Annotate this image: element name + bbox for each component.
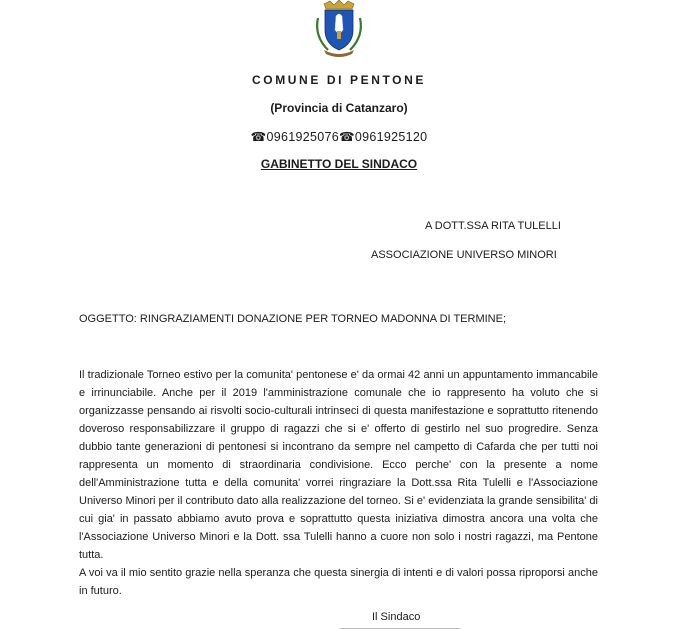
coat-of-arms-emblem [304,0,374,58]
phone-numbers: ☎0961925076☎0961925120 [250,130,428,144]
body-paragraph-1: Il tradizionale Torneo estivo per la comunita' pentonese e' da ormai 42 anni un appuntamento immancabile e irrinunciabile. Anche per il 2019 l'amministrazione comunale che io rappresento ha voluto che si organizzasse pensando ai risvolti socio-culturali intrinseci di questa manifestazione e soprattutto ritenendo doveroso responsabilizzare il gruppo di ragazzi che si e' offerto di gestirlo nel suo progredire. Senza dubbio tante generazioni di pentonesi si incontrano da sempre nel campetto di Cafarda che per tutti noi rappresenta un momento di straordinaria condivisione. Ecco perche' con la presente a nome dell'Amministrazione tutta e della comunita' vorrei ringraziare la Dott.ssa Rita Tulelli e l'Associazione Universo Minori per il contributo dato alla realizzazione del torneo. Si e' evidenziata la grande sensibilita' di cui gia' in passato abbiamo avuto prova e soprattutto questa iniziativa dimostra ancora una volta che l'Associazione Universo Minori e la Dott. ssa Tulelli hanno a cuore non solo i nostri ragazzi, ma Pentone tutta. [79,369,598,561]
recipient-association: ASSOCIAZIONE UNIVERSO MINORI [371,249,557,261]
body-paragraph-2: A voi va il mio sentito grazie nella speranza che questa sinergia di intenti e di valori possa riproporsi anche in futuro. [79,567,598,597]
letter-subject: OGGETTO: RINGRAZIAMENTI DONAZIONE PER TORNEO MADONNA DI TERMINE; [79,313,507,325]
recipient-name: A DOTT.SSA RITA TULELLI [425,220,561,232]
signature-label: Il Sindaco [372,611,421,623]
signature-line [340,628,460,629]
letter-body [79,366,598,600]
gabinetto-heading: GABINETTO DEL SINDACO [260,157,418,171]
provincia-subtitle: (Provincia di Catanzaro) [270,101,408,115]
comune-title: COMUNE DI PENTONE [252,73,426,87]
